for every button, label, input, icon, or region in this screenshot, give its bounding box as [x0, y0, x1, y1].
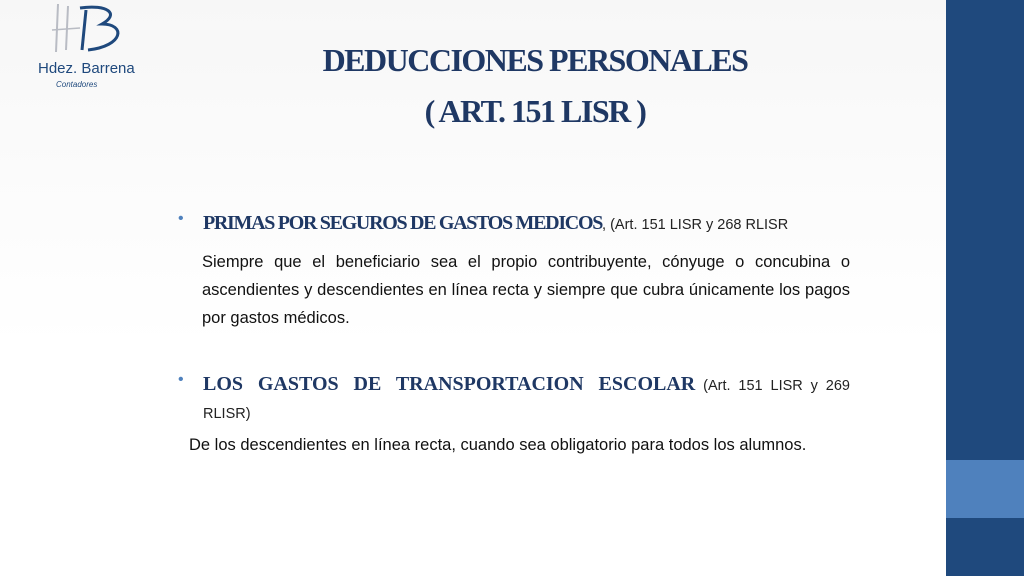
sidebar-accent-block	[946, 460, 1024, 518]
item-heading-reference: (Art. 151 LISR y 269 RLISR)	[203, 378, 850, 422]
logo-subtitle: Contadores	[56, 80, 98, 89]
item-body: De los descendientes en línea recta, cuando sea obligatorio para todos los alumnos.	[189, 436, 807, 454]
list-item	[178, 371, 850, 459]
company-logo	[28, 0, 138, 95]
item-heading-title: LOS GASTOS DE TRANSPORTACION ESCOLAR	[203, 373, 696, 395]
item-heading-title: PRIMAS POR SEGUROS DE GASTOS MEDICOS	[203, 212, 603, 234]
list-item	[178, 210, 850, 332]
slide-title: DEDUCCIONES PERSONALES	[322, 42, 748, 78]
bullet-icon: •	[178, 371, 184, 388]
item-heading-reference: , (Art. 151 LISR y 268 RLISR	[602, 217, 789, 233]
logo-name: Hdez. Barrena	[38, 60, 135, 77]
bullet-icon: •	[178, 210, 184, 227]
logo-monogram-icon	[28, 0, 138, 62]
item-heading	[203, 210, 850, 238]
slide-subtitle: ( ART. 151 LISR )	[424, 93, 646, 129]
item-body: Siempre que el beneficiario sea el propio contribuyente, cónyuge o concubina o ascendientes y descendientes en línea recta y siempre que cubra únicamente los pagos por gastos médicos.	[202, 253, 850, 327]
item-heading	[203, 371, 850, 427]
